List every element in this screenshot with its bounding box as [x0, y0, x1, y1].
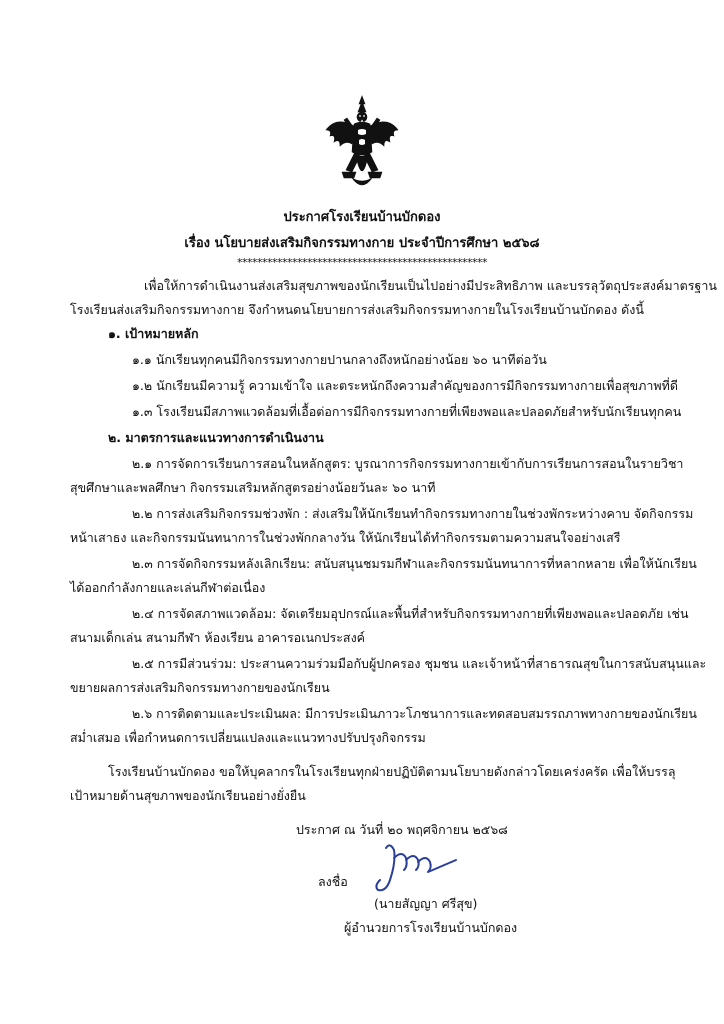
section2-heading: ๒. มาตรการและแนวทางการดำเนินงาน — [108, 430, 324, 445]
section2-item-6-line-1: ๒.๖ การติดตามและประเมินผล: มีการประเมินภาวะโภชนาการและทดสอบสมรรถภาพทางกายของนักเรียน — [132, 706, 697, 721]
section2-item-4-line-1: ๒.๔ การจัดสภาพแวดล้อม: จัดเตรียมอุปกรณ์และพื้นที่สำหรับกิจกรรมทางกายที่เพียงพอและปลอดภัย เช่น — [132, 606, 689, 621]
intro-line-1: เพื่อให้การดำเนินงานส่งเสริมสุขภาพของนักเรียนเป็นไปอย่างมีประสิทธิภาพ และบรรลุวัตถุประสงค์มาตรฐาน — [144, 278, 717, 293]
signer-position: ผู้อำนวยการโรงเรียนบ้านบักดอง — [344, 920, 518, 935]
section2-item-1-line-1: ๒.๑ การจัดการเรียนการสอนในหลักสูตร: บูรณาการกิจกรรมทางกายเข้ากับการเรียนการสอนในรายวิชา — [132, 456, 684, 471]
section2-item-3-line-1: ๒.๓ การจัดกิจกรรมหลังเลิกเรียน: สนับสนุนชมรมกีฬาและกิจกรรมนันทนาการที่หลากหลาย เพื่อให้นักเรียน — [132, 556, 697, 571]
section2-item-2-line-2: หน้าเสาธง และกิจกรรมนันทนาการในช่วงพักกลางวัน ให้นักเรียนได้ทำกิจกรรมตามความสนใจอย่างเสรี — [70, 530, 621, 545]
section2-item-6-line-2: สม่ำเสมอ เพื่อกำหนดการเปลี่ยนแปลงและแนวทางปรับปรุงกิจกรรม — [70, 730, 426, 745]
sign-label: ลงชื่อ — [318, 874, 348, 889]
divider-stars: ************************************************** — [237, 256, 487, 269]
intro-line-2: โรงเรียนส่งเสริมกิจกรรมทางกาย จึงกำหนดนโยบายการส่งเสริมกิจกรรมทางกายในโรงเรียนบ้านบักดอง ดังนี้ — [70, 302, 644, 317]
section2-item-4-line-2: สนามเด็กเล่น สนามกีฬา ห้องเรียน อาคารอเนกประสงค์ — [70, 630, 366, 645]
announcement-subject: เรื่อง นโยบายส่งเสริมกิจกรรมทางกาย ประจำปีการศึกษา ๒๕๖๘ — [184, 236, 540, 251]
section2-item-2-line-1: ๒.๒ การส่งเสริมกิจกรรมช่วงพัก : ส่งเสริมให้นักเรียนทำกิจกรรมทางกายในช่วงพักระหว่างคาบ จัดกิจกรรม — [132, 506, 694, 521]
section1-item-1: ๑.๑ นักเรียนทุกคนมีกิจกรรมทางกายปานกลางถึงหนักอย่างน้อย ๖๐ นาทีต่อวัน — [132, 352, 547, 367]
section2-item-5-line-1: ๒.๕ การมีส่วนร่วม: ประสานความร่วมมือกับผู้ปกครอง ชุมชน และเจ้าหน้าที่สาธารณสุขในการสนับสนุนและ — [132, 656, 707, 671]
garuda-emblem-icon — [322, 94, 402, 194]
section2-item-5-line-2: ขยายผลการส่งเสริมกิจกรรมทางกายของนักเรียน — [70, 680, 330, 695]
signer-name: (นายสัญญา ศรีสุข) — [374, 896, 478, 911]
announcement-title: ประกาศโรงเรียนบ้านบักดอง — [283, 210, 441, 225]
section1-item-2: ๑.๒ นักเรียนมีความรู้ ความเข้าใจ และตระหนักถึงความสำคัญของการมีกิจกรรมทางกายเพื่อสุขภาพที่ดี — [132, 378, 678, 393]
closing-line-1: โรงเรียนบ้านบักดอง ขอให้บุคลากรในโรงเรียนทุกฝ่ายปฏิบัติตามนโยบายดังกล่าวโดยเคร่งครัด เพื่อให้บรรลุ — [108, 764, 676, 779]
section1-item-3: ๑.๓ โรงเรียนมีสภาพแวดล้อมที่เอื้อต่อการมีกิจกรรมทางกายที่เพียงพอและปลอดภัยสำหรับนักเรียนทุกคน — [132, 404, 682, 419]
section2-item-1-line-2: สุขศึกษาและพลศึกษา กิจกรรมเสริมหลักสูตรอย่างน้อยวันละ ๖๐ นาที — [70, 480, 436, 495]
announcement-date: ประกาศ ณ วันที่ ๒๐ พฤศจิกายน ๒๕๖๘ — [296, 822, 508, 837]
section1-heading: ๑. เป้าหมายหลัก — [108, 326, 199, 341]
signature-icon — [368, 840, 460, 900]
section2-item-3-line-2: ได้ออกกำลังกายและเล่นกีฬาต่อเนื่อง — [70, 580, 266, 595]
closing-line-2: เป้าหมายด้านสุขภาพของนักเรียนอย่างยั่งยืน — [70, 788, 306, 803]
